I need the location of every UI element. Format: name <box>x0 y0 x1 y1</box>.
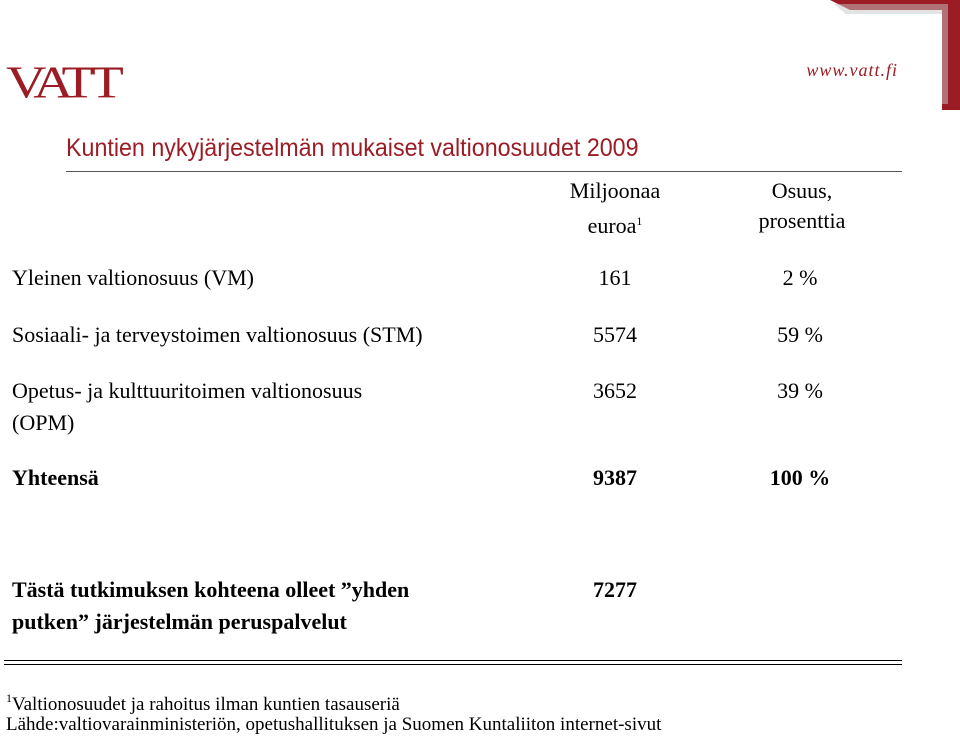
row-share-vm: 2 % <box>782 265 818 290</box>
bottom-rule-top <box>4 660 902 661</box>
study-target-label <box>12 574 409 638</box>
row-amount-opm: 3652 <box>593 378 637 403</box>
source-note: Lähde:valtiovarainministeriön, opetushallituksen ja Suomen Kuntaliiton internet-sivut <box>6 714 662 735</box>
study-target-line2: putken” järjestelmän peruspalvelut <box>12 609 347 634</box>
row-label-stm: Sosiaali- ja terveystoimen valtionosuus (STM) <box>12 322 423 347</box>
total-share: 100 % <box>769 465 831 490</box>
footnote-1: $^1$Valtionosuudet ja rahoitus ilman kuntien tasauseriä <box>6 691 400 715</box>
amount-header-line1: Miljoonaa <box>569 178 661 203</box>
row-amount-vm: 161 <box>598 265 632 290</box>
amount-header-line2: euroa$^1$ <box>587 213 643 238</box>
footnote-1-mark: 1 <box>6 691 12 705</box>
row-share-stm: 59 % <box>777 322 823 347</box>
column-header-amount <box>550 176 680 241</box>
column-header-share <box>720 176 884 236</box>
row-label-opm <box>12 375 362 439</box>
vatt-logo: VATT <box>6 57 118 109</box>
row-label-vm: Yleinen valtionosuus (VM) <box>12 265 254 290</box>
row-label-opm-line1: Opetus- ja kulttuuritoimen valtionosuus <box>12 378 363 403</box>
title-divider <box>66 171 902 172</box>
study-target-line1: Tästä tutkimuksen kohteena olleet ”yhden <box>12 577 410 602</box>
row-amount-stm: 5574 <box>593 322 637 347</box>
total-label: Yhteensä <box>12 465 99 490</box>
share-header-line2: prosenttia <box>758 208 846 233</box>
row-share-opm: 39 % <box>777 378 823 403</box>
bottom-rule-bottom <box>4 664 902 665</box>
site-url: www.vatt.fi <box>806 60 898 80</box>
page-title: Kuntien nykyjärjestelmän mukaiset valtionosuudet 2009 <box>66 134 639 162</box>
study-target-amount: 7277 <box>593 577 637 602</box>
footnote-mark: 1 <box>636 214 643 228</box>
total-amount: 9387 <box>593 465 637 490</box>
row-label-opm-line2: (OPM) <box>12 410 75 435</box>
corner-stripe-decoration <box>830 0 960 110</box>
share-header-line1: Osuus, <box>771 178 833 203</box>
